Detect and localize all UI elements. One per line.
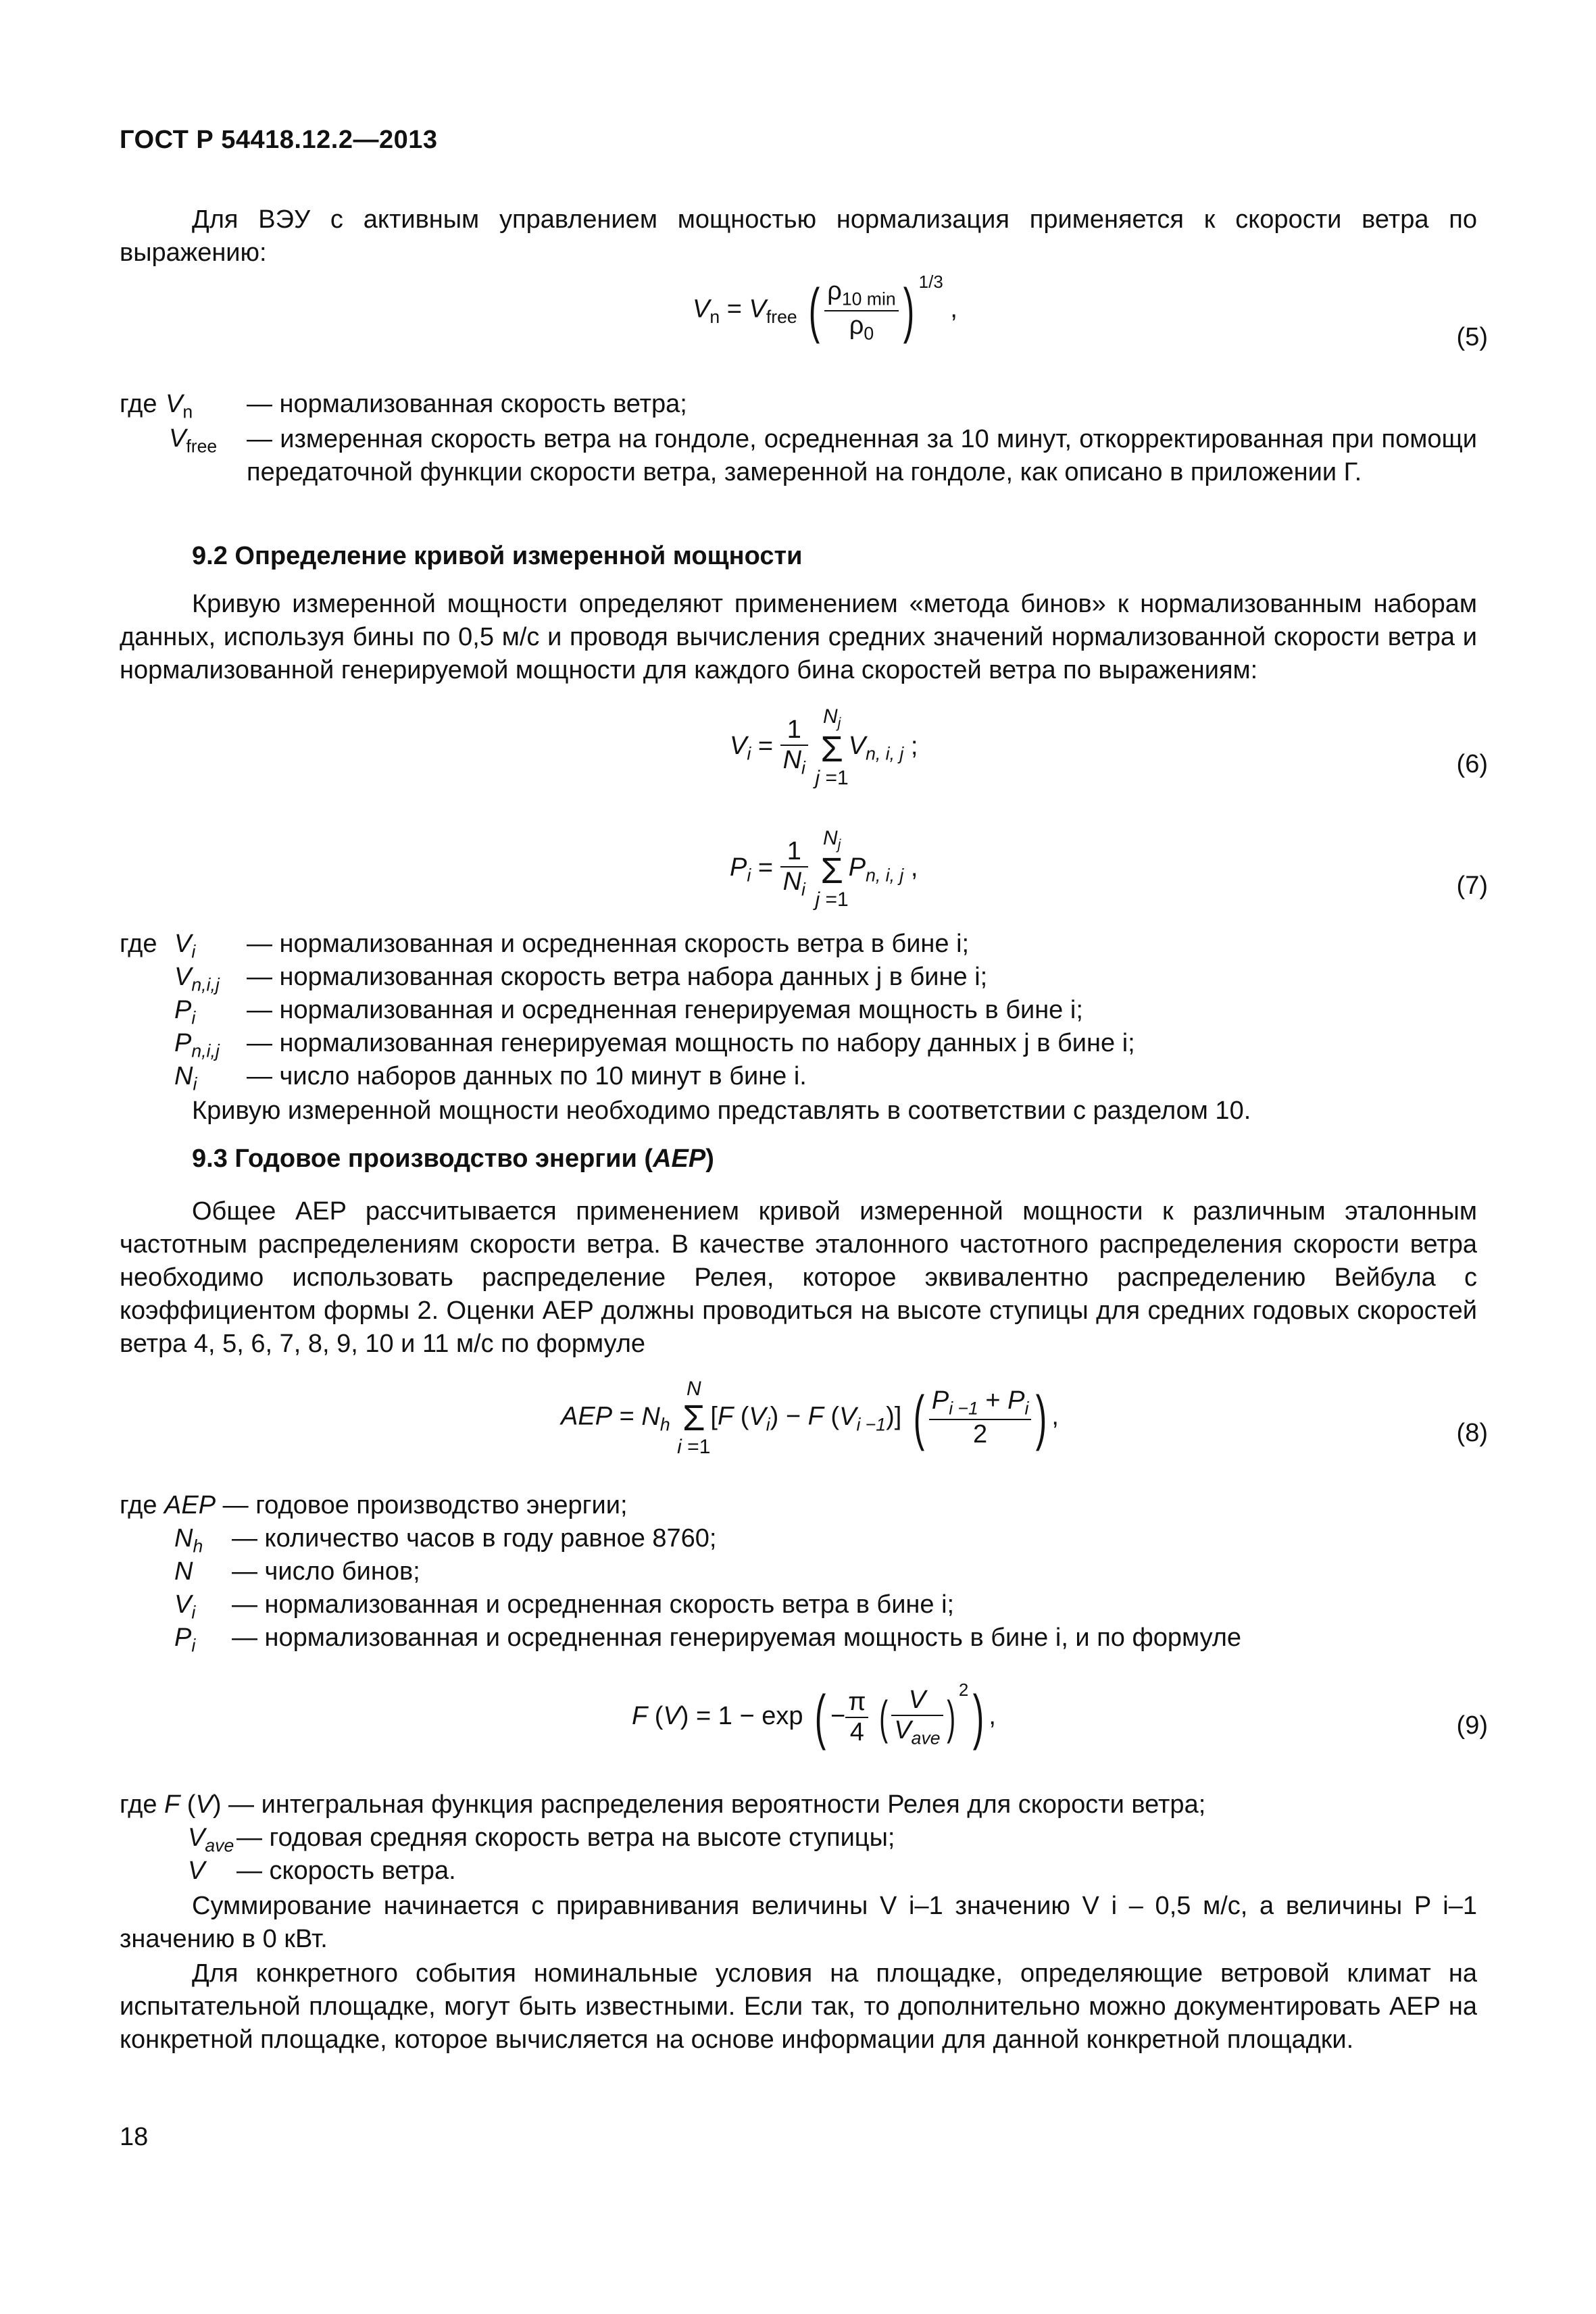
- symbol-n: N: [174, 1557, 193, 1586]
- symbol-pi: $P_i$: [174, 996, 196, 1028]
- equation-5: $V_n = V_{free}$ ( $\frac{\rho_{10 min}}{\rho_0}$ ) $^{1/3}$ ,: [693, 271, 957, 345]
- equation-8-number: (8): [1456, 1419, 1488, 1447]
- symbol-pi-2: $P_i$: [174, 1624, 196, 1656]
- equation-7: $P_i$ = $\frac{1}{N_i}$ $N_j$ Σ $j =1P_{n, i, j}$ ,: [730, 827, 918, 911]
- equation-7-number: (7): [1456, 872, 1488, 900]
- section-9-3-paragraph: Общее AEP рассчитывается применением кривой измеренной мощности к различным эталонным частотным распределениям скорости ветра. В качестве эталонного частотного распределения скорости ветра необходимо использовать распределение Релея, которое эквивалентно распределению Вейбула с коэффициентом формы 2. Оценки AEP должны проводиться на высоте ступицы для средних годовых скоростей ветра 4, 5, 6, 7, 8, 9, 10 и 11 м/с по формуле: [120, 1197, 1477, 1358]
- definition-vfree: [247, 423, 1477, 489]
- symbol-vnij: $V_{n,i,j}$: [174, 963, 220, 995]
- definition-v: — скорость ветра.: [236, 1857, 456, 1885]
- equation-6-number: (6): [1456, 750, 1488, 778]
- section-9-2-paragraph: Кривую измеренной мощности определяют применением «метода бинов» к нормализованным наборам данных, используя бины по 0,5 м/с и проводя вычисления средних значений нормализованной скорости ветра и нормализованной генерируемой мощности для каждого бина скоростей ветра по выражениям:: [120, 590, 1477, 684]
- definition-aep: — годовое производство энергии;: [222, 1491, 628, 1519]
- definition-vi: — нормализованная и осредненная скорость ветра в бине i;: [247, 930, 970, 958]
- section-9-3-title: [192, 1145, 714, 1174]
- equation-8: AEP = $N_h$ N Σ i =1[F $(V_i) - F$ $(V_{i -1})$] ( $\frac{P_{i -1} + P_i}{2}$ ) ,: [561, 1378, 1059, 1458]
- definition-vave: — годовая средняя скорость ветра на высоте ступицы;: [236, 1823, 895, 1852]
- intro-paragraph: Для ВЭУ с активным управлением мощностью нормализация применяется к скорости ветра по выражению:: [120, 205, 1477, 267]
- section-9-3-title-post: ): [705, 1145, 714, 1173]
- where-label: где: [120, 390, 157, 418]
- closing-paragraph: Для конкретного события номинальные условия на площадке, определяющие ветровой климат на испытательной площадке, могут быть известными. Если так, то дополнительно можно документировать AEP на конкретной площадке, которое вычисляется на основе информации для данной конкретной площадки.: [120, 1959, 1477, 2054]
- symbol-vn: $V_n$: [166, 390, 193, 422]
- definition-n: — число бинов;: [232, 1557, 420, 1586]
- definition-ni: — число наборов данных по 10 минут в бине i.: [247, 1062, 807, 1090]
- symbol-nh: $N_h$: [174, 1524, 203, 1557]
- where-label-3: где AEP — годовое производство энергии;: [120, 1491, 628, 1519]
- symbol-ni: $N_i$: [174, 1062, 197, 1095]
- equation-9: F (V) = 1 − exp ( − $\frac{\pi}{4}$ ( $\frac{V}{V_{ave}}$ )$^2$) ,: [632, 1680, 996, 1751]
- equation-5-number: (5): [1456, 323, 1488, 351]
- equation-6: $V_i$ = $\frac{1}{N_i}$ $N_j$ Σ $j =1V_{n, i, j}$ ;: [730, 705, 918, 790]
- document-header: ГОСТ Р 54418.12.2—2013: [120, 126, 438, 154]
- definition-pi-2: — нормализованная и осредненная генерируемая мощность в бине i, и по формуле: [232, 1624, 1242, 1652]
- section-9-2-closing: Кривую измеренной мощности необходимо представлять в соответствии с разделом 10.: [192, 1097, 1251, 1125]
- where-label-4: где F (V) — интегральная функция распределения вероятности Релея для скорости ветра;: [120, 1790, 1206, 1819]
- definition-vnij: — нормализованная скорость ветра набора данных j в бине i;: [247, 963, 988, 991]
- where-label-2: где: [120, 930, 157, 958]
- page-number: 18: [120, 2123, 149, 2151]
- definition-vn: — нормализованная скорость ветра;: [247, 390, 687, 418]
- summation-paragraph: Суммирование начинается с приравнивания величины V i–1 значению V i – 0,5 м/с, а величины P i–1 значению в 0 кВт.: [120, 1892, 1477, 1953]
- definition-nh: — количество часов в году равное 8760;: [232, 1524, 717, 1553]
- section-9-3-title-aep: AEP: [653, 1145, 706, 1173]
- symbol-pnij: $P_{n,i,j}$: [174, 1029, 220, 1061]
- definition-vfree-text: — измеренная скорость ветра на гондоле, осредненная за 10 минут, откорректированная при помощи передаточной функции скорости ветра, замеренной на гондоле, как описано в приложении Г.: [247, 425, 1477, 486]
- symbol-vi: $V_i$: [174, 930, 196, 962]
- symbol-vfree: $V_{free}$: [169, 424, 218, 457]
- symbol-v: V: [188, 1857, 205, 1885]
- symbol-vave: $V_{ave}$: [188, 1823, 234, 1856]
- definition-fv: — интегральная функция распределения вероятности Релея для скорости ветра;: [228, 1790, 1206, 1819]
- symbol-vi-2: $V_i$: [174, 1590, 196, 1623]
- definition-pi: — нормализованная и осредненная генерируемая мощность в бине i;: [247, 996, 1083, 1024]
- section-9-3-title-pre: 9.3 Годовое производство энергии (: [192, 1145, 653, 1173]
- section-9-2-title: 9.2 Определение кривой измеренной мощности: [192, 542, 803, 570]
- equation-9-number: (9): [1456, 1711, 1488, 1740]
- definition-vi-2: — нормализованная и осредненная скорость ветра в бине i;: [232, 1590, 955, 1619]
- definition-pnij: — нормализованная генерируемая мощность по набору данных j в бине i;: [247, 1029, 1135, 1057]
